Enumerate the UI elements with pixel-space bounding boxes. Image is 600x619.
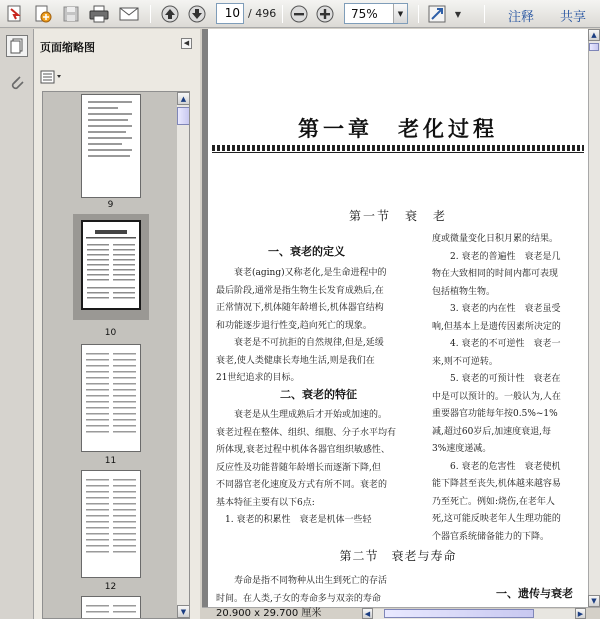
text-line: 1. 衰老的积累性 衰老是机体一些轻 — [216, 515, 372, 525]
paragraph-right-column — [432, 231, 588, 546]
horizontal-scrollbar[interactable] — [362, 609, 586, 619]
scrollbar-thumb[interactable] — [177, 107, 190, 125]
thumbnail-list — [42, 91, 190, 619]
text-line: 时间。在人类,子女的寿命多与双亲的寿命 — [216, 593, 381, 604]
text-line: 物在大致相同的时间内都可表现 — [432, 269, 559, 279]
page-preview — [82, 471, 140, 577]
toolbar-separator — [282, 5, 283, 23]
thumbnail-page[interactable] — [81, 596, 141, 619]
page-total: / 496 — [248, 7, 277, 20]
text-line: 反应性及功能普随年龄增长而逐渐下降,但 — [216, 462, 381, 473]
zoom-out-icon[interactable] — [287, 3, 311, 25]
thumbnail-label: 9 — [107, 200, 114, 210]
create-pdf-icon[interactable] — [3, 3, 27, 25]
annotate-button[interactable]: 注释 — [508, 10, 535, 25]
document-page — [208, 29, 588, 607]
scroll-right-icon[interactable]: ▶ — [575, 608, 586, 619]
text-line: 衰老(aging)又称老化,是生命进程中的 — [216, 268, 387, 278]
thumbnail-options-button[interactable] — [40, 69, 64, 85]
text-line: 中是可以预计的。一般认为,人在 — [432, 391, 561, 402]
decorative-rule — [212, 152, 584, 153]
thumbnail-page[interactable] — [81, 94, 141, 198]
text-line: 包括植物生物。 — [432, 286, 496, 297]
page-preview — [83, 222, 139, 308]
page-preview — [82, 95, 140, 197]
paragraph-left-a — [216, 265, 418, 388]
text-line: 正常情况下,机体随年龄增长,机体器官结构 — [216, 303, 384, 313]
text-line: 6. 衰老的危害性 衰老使机 — [432, 461, 561, 472]
text-line: 21世纪追求的目标。 — [216, 373, 300, 383]
print-icon[interactable] — [87, 3, 111, 25]
text-line: 乃至死亡。例如:烧伤,在老年人 — [432, 496, 555, 507]
text-line: 减,超过60岁后,加速度衰退,每 — [432, 426, 552, 437]
thumbnail-page-selected[interactable] — [81, 220, 141, 310]
zoom-select[interactable] — [344, 3, 408, 24]
panel-header — [34, 29, 200, 61]
heading: 一、遗传与衰老 — [496, 587, 573, 600]
text-line: 响,但基本上是遗传因素所决定的 — [432, 321, 561, 332]
scroll-left-icon[interactable]: ◀ — [362, 608, 373, 619]
scroll-up-icon[interactable]: ▲ — [177, 92, 190, 105]
text-line: 基本特征主要有以下6点: — [216, 497, 315, 508]
thumbnails-panel — [34, 29, 200, 619]
scroll-up-icon[interactable]: ▲ — [588, 29, 600, 41]
text-line: 3%速度递减。 — [432, 444, 492, 454]
scroll-down-icon[interactable]: ▼ — [177, 605, 190, 618]
scrollbar-thumb[interactable] — [384, 609, 534, 618]
text-line: 5. 衰老的可预计性 衰老在 — [432, 374, 561, 384]
scrollbar-thumb[interactable] — [589, 43, 599, 51]
panel-title: 页面缩略图 — [40, 41, 95, 54]
paragraph-bottom-left — [216, 573, 418, 607]
page-preview — [82, 597, 140, 619]
toolbar — [0, 0, 600, 28]
toolbar-separator — [484, 5, 485, 23]
text-line: 2. 衰老的普遍性 衰老是几 — [432, 251, 561, 262]
thumbnail-page[interactable] — [81, 344, 141, 452]
text-line: 和功能逐步退行性变,趋向死亡的现象。 — [216, 320, 372, 331]
text-line: 死,这可能反映老年人生理功能的 — [432, 514, 561, 524]
heading: 二、衰老的特征 — [280, 388, 357, 401]
text-line: 寿命是指不同物种从出生到死亡的存活 — [216, 576, 388, 586]
save-icon[interactable] — [59, 3, 83, 25]
page-preview — [82, 345, 140, 451]
chevron-down-icon[interactable]: ▼ — [393, 4, 407, 23]
collapse-panel-icon[interactable]: ◀ — [181, 38, 192, 49]
full-screen-icon[interactable] — [425, 3, 449, 25]
thumbnail-label: 11 — [104, 456, 117, 466]
zoom-value: 75% — [351, 7, 378, 21]
thumbnail-page[interactable] — [81, 470, 141, 578]
navigation-icon-strip — [0, 29, 34, 619]
toolbar-separator — [150, 5, 151, 23]
heading: 一、衰老的定义 — [268, 245, 345, 258]
text-line: 衰老是不可抗拒的自然规律,但是,延缓 — [216, 338, 384, 348]
text-line: 所体现,衰老过程中机体各器官组织敏感性、 — [216, 445, 390, 455]
chapter-title: 第一章 老化过程 — [298, 116, 498, 141]
previous-page-icon[interactable] — [158, 3, 182, 25]
status-bar — [202, 607, 600, 619]
text-line: 重要器官功能每年按0.5%~1% — [432, 409, 558, 419]
toolbar-separator — [418, 5, 419, 23]
share-button[interactable]: 共享 — [560, 10, 587, 25]
thumbnail-label: 10 — [104, 328, 117, 338]
text-line: 个器官系统储备能力的下降。 — [432, 531, 550, 542]
text-line: 衰老是从生理成熟后才开始或加速的。 — [216, 410, 388, 420]
text-line: 来,则不可逆转。 — [432, 356, 498, 367]
attachments-icon[interactable] — [8, 73, 26, 93]
section-title: 第二节 衰老与寿命 — [339, 549, 457, 563]
decorative-rule — [212, 145, 584, 151]
page-number-input[interactable]: 10 — [216, 3, 244, 24]
zoom-in-icon[interactable] — [313, 3, 337, 25]
page-thumbnails-icon[interactable] — [6, 35, 28, 57]
next-page-icon[interactable] — [185, 3, 209, 25]
text-line: 能下降甚至丧失,机体越来越容易 — [432, 479, 561, 489]
text-line: 衰老,使人类健康长寿地生活,则是我们在 — [216, 355, 375, 366]
full-screen-menu-chevron-icon[interactable]: ▼ — [454, 9, 462, 19]
edit-pdf-icon[interactable] — [31, 3, 55, 25]
text-line: 4. 衰老的不可逆性 衰老一 — [432, 339, 561, 349]
document-scrollbar[interactable] — [588, 29, 600, 607]
text-line: 不同器官老化速度及方式有所不同。衰老的 — [216, 480, 388, 490]
text-line: 3. 衰老的内在性 衰老虽受 — [432, 304, 561, 314]
scroll-down-icon[interactable]: ▼ — [588, 595, 600, 607]
text-line: 最后阶段,通常是指生物生长发育成熟后,在 — [216, 285, 384, 296]
document-view — [202, 29, 600, 619]
page-size-readout: 20.900 x 29.700 厘米 — [216, 608, 322, 619]
thumbnail-scrollbar[interactable] — [177, 92, 190, 618]
email-icon[interactable] — [117, 3, 141, 25]
text-line: 度或微量变化日积月累的结果。 — [432, 234, 559, 244]
text-line: 衰老过程在整体、组织、细胞、分子水平均有 — [216, 427, 397, 438]
thumbnail-label: 12 — [104, 582, 117, 592]
section-title: 第一节 衰 老 — [348, 209, 447, 223]
paragraph-left-b — [216, 407, 418, 530]
